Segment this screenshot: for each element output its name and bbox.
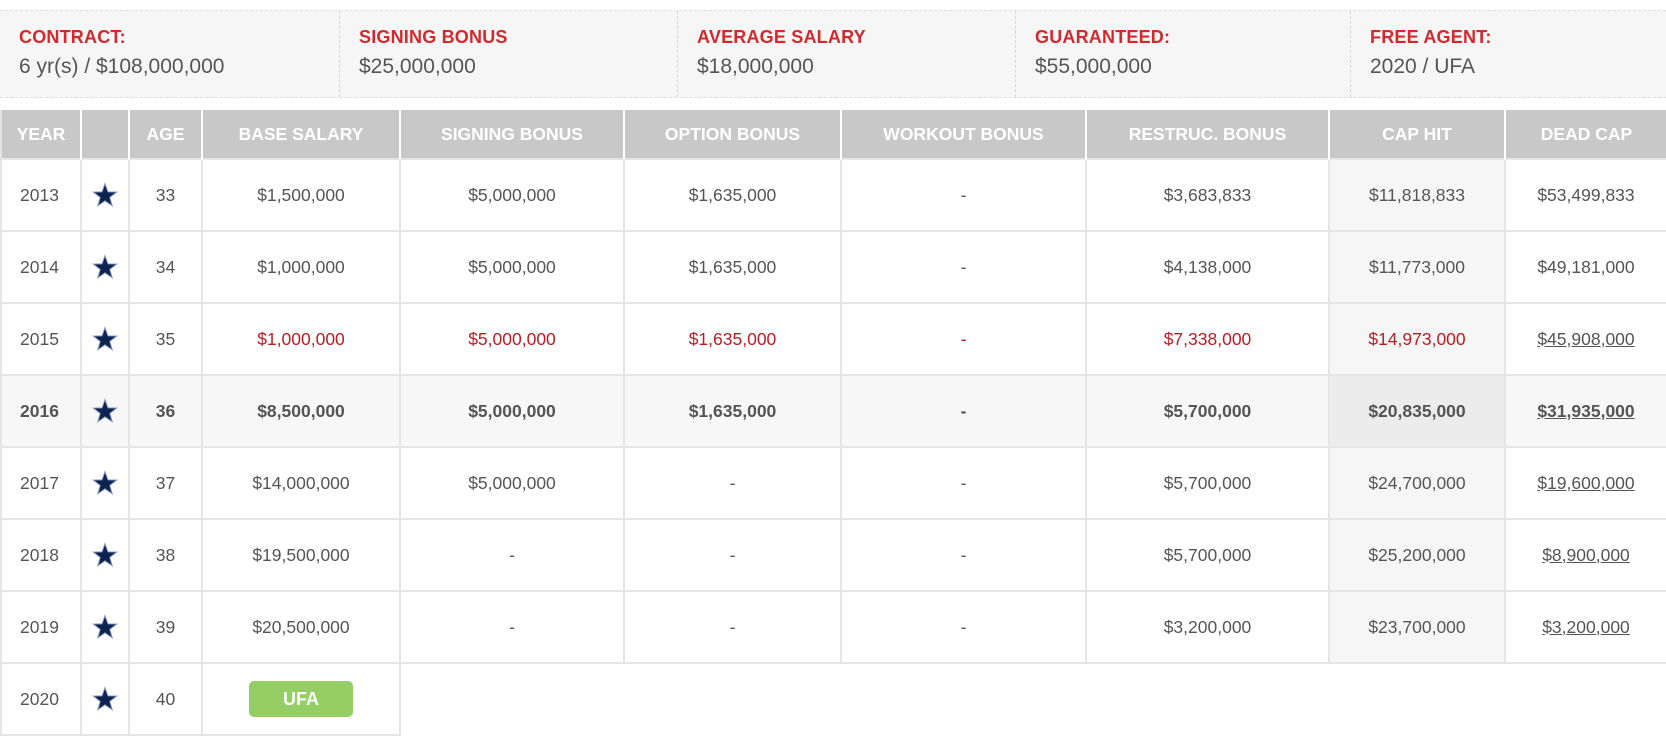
base-salary-cell: $1,000,000: [202, 231, 400, 303]
summary-guaranteed: [1016, 11, 1351, 97]
summary-label: FREE AGENT:: [1370, 27, 1492, 47]
signing-bonus-cell: $5,000,000: [400, 447, 624, 519]
signing-bonus-cell: $5,000,000: [400, 303, 624, 375]
star-logo-icon: [92, 326, 118, 352]
cap-hit-cell: $25,200,000: [1329, 519, 1505, 591]
table-row: [1, 591, 1666, 663]
cap-hit-cell: $20,835,000: [1329, 375, 1505, 447]
dead-cap-cell: $53,499,833: [1505, 159, 1666, 231]
age-cell: 39: [129, 591, 202, 663]
col-header-signing-bonus[interactable]: SIGNING BONUS: [400, 110, 624, 159]
star-logo-icon: [92, 686, 118, 712]
table-row: [1, 519, 1666, 591]
team-cell: [81, 591, 129, 663]
year-cell: 2013: [1, 159, 81, 231]
workout-bonus-cell: -: [841, 159, 1086, 231]
restruc-bonus-cell: $5,700,000: [1086, 447, 1329, 519]
age-cell: 37: [129, 447, 202, 519]
cap-hit-cell: $11,773,000: [1329, 231, 1505, 303]
signing-bonus-cell: $5,000,000: [400, 159, 624, 231]
age-cell: 34: [129, 231, 202, 303]
summary-signing-bonus: [340, 11, 678, 97]
option-bonus-cell: -: [624, 591, 841, 663]
workout-bonus-cell: -: [841, 447, 1086, 519]
base-salary-cell: $20,500,000: [202, 591, 400, 663]
restruc-bonus-cell: $7,338,000: [1086, 303, 1329, 375]
year-cell: 2014: [1, 231, 81, 303]
team-cell: [81, 231, 129, 303]
age-cell: 38: [129, 519, 202, 591]
team-cell: [81, 663, 129, 735]
workout-bonus-cell: -: [841, 519, 1086, 591]
base-salary-cell: $1,000,000: [202, 303, 400, 375]
age-cell: 36: [129, 375, 202, 447]
option-bonus-cell: -: [624, 447, 841, 519]
cap-hit-cell: $24,700,000: [1329, 447, 1505, 519]
col-header-dead-cap[interactable]: DEAD CAP: [1505, 110, 1666, 159]
summary-value: $25,000,000: [359, 55, 476, 78]
year-cell: 2016: [1, 375, 81, 447]
team-cell: [81, 447, 129, 519]
col-header-restruc-bonus[interactable]: RESTRUC. BONUS: [1086, 110, 1329, 159]
star-logo-icon: [92, 470, 118, 496]
base-salary-cell: $8,500,000: [202, 375, 400, 447]
col-header-year[interactable]: YEAR: [1, 110, 81, 159]
table-row: [1, 231, 1666, 303]
dead-cap-link[interactable]: $8,900,000: [1542, 544, 1630, 565]
star-logo-icon: [92, 182, 118, 208]
option-bonus-cell: $1,635,000: [624, 231, 841, 303]
summary-average-salary: [678, 11, 1016, 97]
summary-label: GUARANTEED:: [1035, 27, 1171, 47]
table-row: [1, 303, 1666, 375]
contract-year-table: [0, 110, 1666, 736]
star-logo-icon: [92, 614, 118, 640]
signing-bonus-cell: -: [400, 591, 624, 663]
option-bonus-cell: $1,635,000: [624, 375, 841, 447]
col-header-cap-hit[interactable]: CAP HIT: [1329, 110, 1505, 159]
col-header-team: [81, 110, 129, 159]
dead-cap-cell[interactable]: [1505, 519, 1666, 591]
team-cell: [81, 375, 129, 447]
option-bonus-cell: -: [624, 519, 841, 591]
year-cell: 2018: [1, 519, 81, 591]
year-cell: 2019: [1, 591, 81, 663]
table-header-row: [1, 110, 1666, 159]
summary-value: $18,000,000: [697, 55, 814, 78]
col-header-workout-bonus[interactable]: WORKOUT BONUS: [841, 110, 1086, 159]
signing-bonus-cell: -: [400, 519, 624, 591]
star-logo-icon: [92, 398, 118, 424]
col-header-base-salary[interactable]: BASE SALARY: [202, 110, 400, 159]
base-salary-cell: $14,000,000: [202, 447, 400, 519]
dead-cap-link[interactable]: $19,600,000: [1537, 472, 1635, 493]
ufa-badge[interactable]: UFA: [249, 681, 353, 717]
restruc-bonus-cell: $4,138,000: [1086, 231, 1329, 303]
dead-cap-link[interactable]: $31,935,000: [1537, 400, 1635, 421]
dead-cap-link[interactable]: $3,200,000: [1542, 616, 1630, 637]
summary-label: CONTRACT:: [19, 27, 126, 47]
col-header-age[interactable]: AGE: [129, 110, 202, 159]
restruc-bonus-cell: $3,683,833: [1086, 159, 1329, 231]
team-cell: [81, 519, 129, 591]
dead-cap-cell[interactable]: [1505, 375, 1666, 447]
workout-bonus-cell: -: [841, 231, 1086, 303]
summary-label: AVERAGE SALARY: [697, 27, 866, 47]
dead-cap-link[interactable]: $45,908,000: [1537, 328, 1635, 349]
option-bonus-cell: $1,635,000: [624, 303, 841, 375]
table-row: [1, 159, 1666, 231]
restruc-bonus-cell: $5,700,000: [1086, 375, 1329, 447]
workout-bonus-cell: -: [841, 375, 1086, 447]
age-cell: 33: [129, 159, 202, 231]
cap-hit-cell: $14,973,000: [1329, 303, 1505, 375]
star-logo-icon: [92, 254, 118, 280]
table-row: [1, 447, 1666, 519]
summary-value: 2020 / UFA: [1370, 55, 1476, 78]
summary-value: $55,000,000: [1035, 55, 1152, 78]
signing-bonus-cell: $5,000,000: [400, 375, 624, 447]
summary-free-agent: [1351, 11, 1666, 97]
table-row-free-agent: [1, 663, 1666, 735]
age-cell: 35: [129, 303, 202, 375]
summary-contract: [0, 11, 340, 97]
option-bonus-cell: $1,635,000: [624, 159, 841, 231]
dead-cap-cell[interactable]: [1505, 447, 1666, 519]
dead-cap-cell: $49,181,000: [1505, 231, 1666, 303]
year-cell: 2017: [1, 447, 81, 519]
signing-bonus-cell: $5,000,000: [400, 231, 624, 303]
workout-bonus-cell: -: [841, 591, 1086, 663]
status-cell: [202, 663, 400, 735]
team-cell: [81, 159, 129, 231]
year-cell: 2015: [1, 303, 81, 375]
base-salary-cell: $1,500,000: [202, 159, 400, 231]
restruc-bonus-cell: $5,700,000: [1086, 519, 1329, 591]
cap-hit-cell: $11,818,833: [1329, 159, 1505, 231]
empty-cell: [400, 663, 1666, 735]
restruc-bonus-cell: $3,200,000: [1086, 591, 1329, 663]
contract-summary-bar: [0, 10, 1666, 98]
dead-cap-cell[interactable]: [1505, 303, 1666, 375]
table-row-current-year: [1, 375, 1666, 447]
team-cell: [81, 303, 129, 375]
summary-label: SIGNING BONUS: [359, 27, 508, 47]
workout-bonus-cell: -: [841, 303, 1086, 375]
cap-hit-cell: $23,700,000: [1329, 591, 1505, 663]
base-salary-cell: $19,500,000: [202, 519, 400, 591]
star-logo-icon: [92, 542, 118, 568]
dead-cap-cell[interactable]: [1505, 591, 1666, 663]
age-cell: 40: [129, 663, 202, 735]
col-header-option-bonus[interactable]: OPTION BONUS: [624, 110, 841, 159]
year-cell: 2020: [1, 663, 81, 735]
summary-value: 6 yr(s) / $108,000,000: [19, 55, 225, 78]
